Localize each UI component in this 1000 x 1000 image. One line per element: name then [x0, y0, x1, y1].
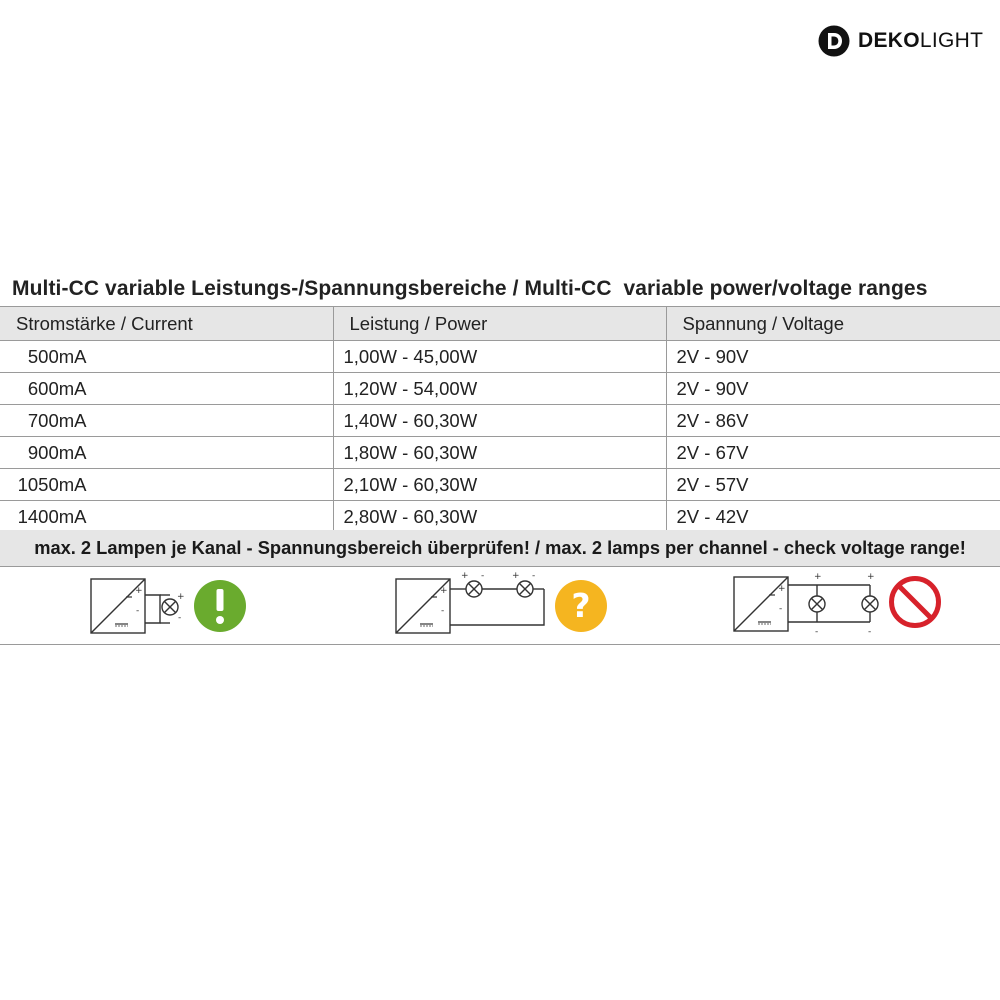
- voltage-cell: 2V - 42V: [666, 501, 1000, 533]
- power-cell: 2,80W - 60,30W: [333, 501, 666, 533]
- voltage-cell: 2V - 90V: [666, 341, 1000, 373]
- parallel-lamps-diagram: [730, 567, 950, 639]
- power-cell: 1,40W - 60,30W: [333, 405, 666, 437]
- current-cell: 1050mA: [0, 469, 333, 501]
- svg-text:-: -: [441, 606, 445, 616]
- svg-text:+: +: [440, 586, 448, 596]
- svg-text:-: -: [532, 571, 536, 581]
- lamp-icon: [862, 596, 878, 612]
- exclamation-icon: [194, 580, 246, 632]
- svg-text:+: +: [778, 584, 786, 594]
- lamp-icon: [466, 581, 482, 597]
- lamp-icon: [517, 581, 533, 597]
- svg-text:+: +: [512, 571, 520, 581]
- ranges-table: [0, 306, 1000, 533]
- brand-name-bold: DEKO: [858, 29, 920, 52]
- voltage-cell: 2V - 86V: [666, 405, 1000, 437]
- svg-text:-: -: [815, 627, 819, 637]
- voltage-cell: 2V - 90V: [666, 373, 1000, 405]
- single-lamp-diagram: [88, 567, 258, 639]
- svg-text:-: -: [136, 606, 140, 616]
- svg-text:+: +: [867, 572, 875, 582]
- brand-name: [858, 29, 983, 53]
- lamp-limit-notice: max. 2 Lampen je Kanal - Spannungsbereich überprüfen! / max. 2 lamps per channel - check voltage range!: [0, 530, 1000, 567]
- table-row: [0, 501, 1000, 533]
- prohibited-icon: [892, 579, 939, 626]
- current-cell: 1400mA: [0, 501, 333, 533]
- power-cell: 1,20W - 54,00W: [333, 373, 666, 405]
- voltage-cell: 2V - 57V: [666, 469, 1000, 501]
- svg-text:+: +: [135, 586, 143, 596]
- svg-text:+: +: [177, 592, 185, 602]
- brand-logo: [818, 24, 983, 58]
- lamp-icon: [162, 599, 178, 615]
- table-row: [0, 469, 1000, 501]
- svg-text:?: ?: [571, 586, 591, 625]
- svg-text:-: -: [178, 613, 182, 623]
- table-header-row: [0, 307, 1000, 341]
- header-voltage: Spannung / Voltage: [666, 307, 1000, 341]
- power-cell: 1,80W - 60,30W: [333, 437, 666, 469]
- current-cell: 600mA: [0, 373, 333, 405]
- brand-name-light: LIGHT: [919, 29, 984, 52]
- voltage-cell: 2V - 67V: [666, 437, 1000, 469]
- lamp-icon: [809, 596, 825, 612]
- svg-text:-: -: [481, 571, 485, 581]
- table-row: [0, 341, 1000, 373]
- series-lamps-diagram: [392, 567, 622, 639]
- table-row: [0, 437, 1000, 469]
- wiring-diagrams: [0, 567, 1000, 645]
- header-power: Leistung / Power: [333, 307, 666, 341]
- dekolight-logo-icon: [818, 25, 850, 57]
- table-row: [0, 405, 1000, 437]
- svg-text:+: +: [814, 572, 822, 582]
- svg-text:-: -: [779, 604, 783, 614]
- current-cell: 900mA: [0, 437, 333, 469]
- power-cell: 1,00W - 45,00W: [333, 341, 666, 373]
- current-cell: 700mA: [0, 405, 333, 437]
- svg-text:+: +: [461, 571, 469, 581]
- table-title: Multi-CC variable Leistungs-/Spannungsbereiche / Multi-CC variable power/voltage ranges: [12, 277, 928, 300]
- power-cell: 2,10W - 60,30W: [333, 469, 666, 501]
- question-icon: [555, 580, 607, 632]
- svg-text:-: -: [868, 627, 872, 637]
- current-cell: 500mA: [0, 341, 333, 373]
- table-row: [0, 373, 1000, 405]
- header-current: Stromstärke / Current: [0, 307, 333, 341]
